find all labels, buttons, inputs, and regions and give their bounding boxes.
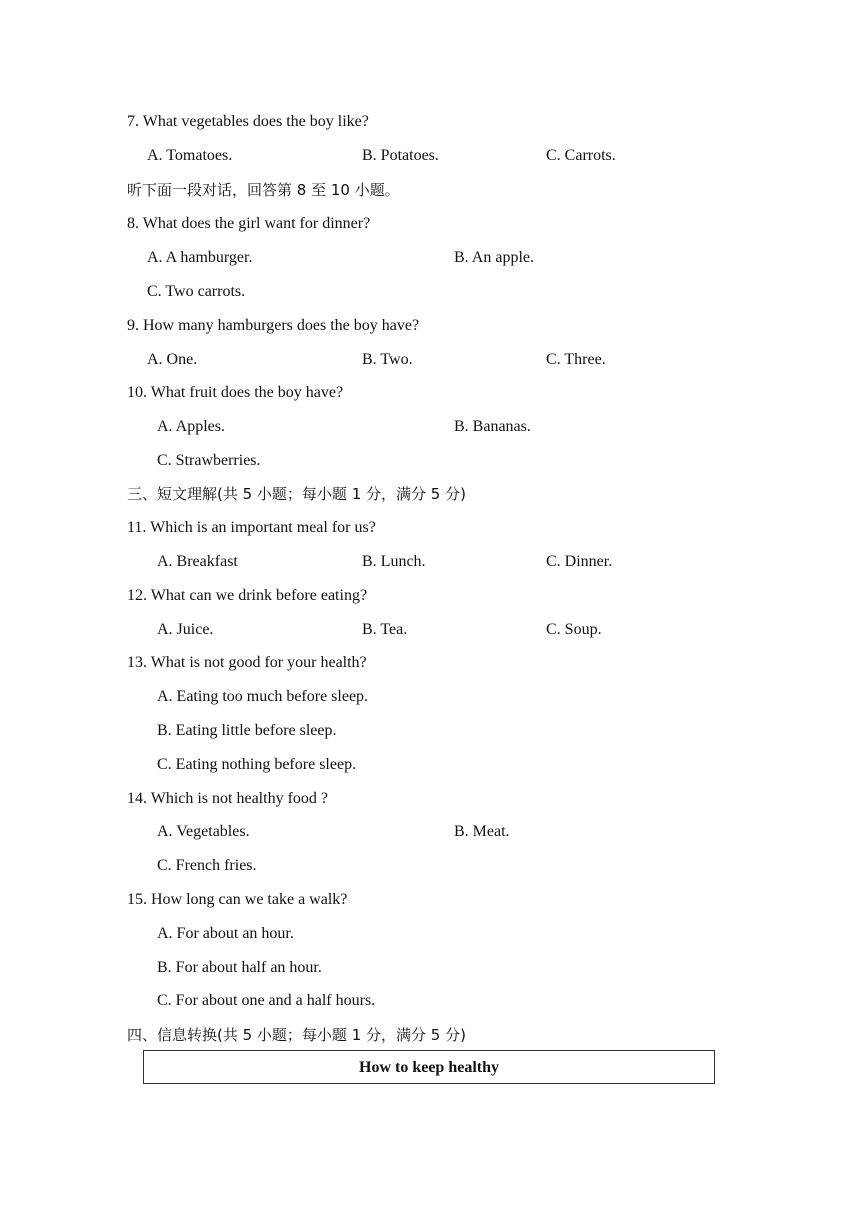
option-7b: B. Potatoes. (362, 147, 439, 164)
option-15b: B. For about half an hour. (157, 959, 322, 976)
option-9c: C. Three. (546, 351, 606, 368)
question-14: 14. Which is not healthy food ? (127, 790, 328, 807)
option-13b: B. Eating little before sleep. (157, 722, 337, 739)
option-12a: A. Juice. (157, 621, 214, 638)
section-instruction-8-10: 听下面一段对话，回答第 8 至 10 小题。 (127, 181, 400, 199)
option-14a: A. Vegetables. (157, 823, 250, 840)
option-8c: C. Two carrots. (147, 283, 246, 300)
option-8a: A. A hamburger. (147, 249, 253, 266)
option-11b: B. Lunch. (362, 553, 426, 570)
section-four-heading: 四、信息转换(共 5 小题；每小题 1 分，满分 5 分) (127, 1026, 466, 1044)
question-7: 7. What vegetables does the boy like? (127, 113, 369, 130)
option-15a: A. For about an hour. (157, 925, 294, 942)
option-9b: B. Two. (362, 351, 413, 368)
option-10a: A. Apples. (157, 418, 225, 435)
question-8: 8. What does the girl want for dinner? (127, 215, 371, 232)
option-8b: B. An apple. (454, 249, 534, 266)
option-12b: B. Tea. (362, 621, 408, 638)
option-15c: C. For about one and a half hours. (157, 992, 376, 1009)
option-14b: B. Meat. (454, 823, 510, 840)
question-12: 12. What can we drink before eating? (127, 587, 368, 604)
option-9a: A. One. (147, 351, 198, 368)
question-13: 13. What is not good for your health? (127, 654, 367, 671)
option-13a: A. Eating too much before sleep. (157, 688, 369, 705)
option-11c: C. Dinner. (546, 553, 613, 570)
option-10b: B. Bananas. (454, 418, 531, 435)
question-10: 10. What fruit does the boy have? (127, 384, 344, 401)
question-15: 15. How long can we take a walk? (127, 891, 348, 908)
option-7a: A. Tomatoes. (147, 147, 233, 164)
question-9: 9. How many hamburgers does the boy have? (127, 317, 420, 334)
option-13c: C. Eating nothing before sleep. (157, 756, 357, 773)
section-three-heading: 三、短文理解(共 5 小题；每小题 1 分，满分 5 分) (127, 485, 466, 503)
question-11: 11. Which is an important meal for us? (127, 519, 376, 536)
option-10c: C. Strawberries. (157, 452, 261, 469)
option-11a: A. Breakfast (157, 553, 238, 570)
info-table-header (143, 1050, 715, 1084)
info-table-title: How to keep healthy (359, 1059, 499, 1076)
option-12c: C. Soup. (546, 621, 602, 638)
option-7c: C. Carrots. (546, 147, 616, 164)
option-14c: C. French fries. (157, 857, 257, 874)
